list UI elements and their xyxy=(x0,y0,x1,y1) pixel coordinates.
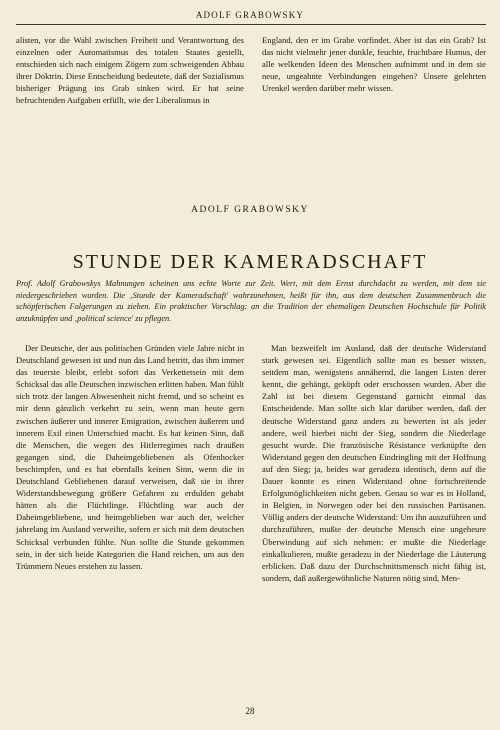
running-head: ADOLF GRABOWSKY xyxy=(195,10,305,20)
previous-article-left-column xyxy=(16,34,244,107)
article-left-text: Der Deutsche, der aus politischen Gründen viele Jahre nicht in Deutschland gewesen ist und nun das Land betritt, das ihm immer das teuerste bleibt, erlebt sofort das Verkettetsein mit dem Schicksal das alle Deutschen inzwischen erlitten haben. Man fühlt sich trotz der langen Abwesenheit nicht fremd, und so scheint es mir denn gänzlich verkehrt zu sein, wenn man heute gern zwischen äußerer und innerer Emigration, zwischen äußerem und innerem Exil einen Unterschied macht. Es hat keinen Sinn, daß die Menschen, die wegen des Hitlerregimes nach draußen gegangen sind, die Daheimgebliebenen als Ofenhocker beschimpfen, und es hat ebenfalls keinen Sinn, wenn die in Deutschland Gebliebenen darauf verweisen, daß sie in ihrer Widerstandsbewegung größere Gefahren zu erdulden gehabt hätten als die Flüchtlinge. Flüchtling war auch der Daheimgebliebene, und heimgeblieben war auch der, welcher jahrelang im Ausland verweilte, sofern er sich mit dem deutschen Schicksal verbunden fühlte. Nun sollte die Stunde gekommen sein, in der sich beide Kategorien die Hand reichen, um aus den Trümmern Neues erstehen zu lassen. xyxy=(16,343,244,571)
previous-article-left-text: alisten, vor die Wahl zwischen Freiheit und Verantwortung des einzelnen oder Automatismus des totalen Staates gestellt, entschieden sich nach einigem Zögern zum schweigenden Abbau ihrer Doktrin. Diese Entscheidung bedeutete, daß der Sozialismus bisheriger Prägung ins Grab sinken wird. Er hat seine befruchtenden Aufgaben erfüllt, wie der Liberalismus in xyxy=(16,35,244,106)
article-left-column xyxy=(16,342,244,572)
article-intro: Prof. Adolf Grabowskys Mahnungen scheinen uns echte Worte zur Zeit. Wert, mit dem Ernst durchdacht zu werden, mit dem sie niedergeschrieben wurden. Die ‚Stunde der Kameradschaft' wahrzunehmen, heißt für ihn, aus dem deutschen Zusammenbruch die schöpferischen Folgerungen zu ziehen. Ein praktischer Vorschlag: an die Tradition der ehemaligen Deutschen Hochschule für Politik anzuknüpfen und ‚political science' zu pflegen. xyxy=(16,279,486,324)
header-rule xyxy=(16,24,486,25)
previous-article-right-column xyxy=(262,34,486,94)
article-right-column xyxy=(262,342,486,584)
article-right-text: Man bezweifelt im Ausland, daß der deutsche Widerstand stark gewesen sei. Eigentlich sollte man es besser wissen, seitdem man, wenigstens annähernd, die langen Listen derer kennt, die gehängt, geköpft oder erschossen wurden. Aber die Zahl ist bei diesem Gegenstand garnicht einmal das Entscheidende. Man sollte sich klar darüber werden, daß der deutsche Widerstand ganz anders zu bewerten ist als jeder andere, weil hierbei nicht der Sieg, sondern die Niederlage gesucht wurde. Die französische Résistance verknüpfte den Widerstand gegen den deutschen Eindringling mit der Hoffnung auf den Sieg; ja, beides war geradezu identisch, denn auf die Dauer konnte es einen Widerstand ohne fortschreitende Erfolgsmöglichkeiten nicht geben. Genau so war es in Holland, in Belgien, in Norwegen oder bei den russischen Partisanen. Völlig anders der deutsche Widerstand: Um ihn auszuführen und durchzuführen, mußte der deutsche Mensch eine ungeheure Überwindung auf sich nehmen: er mußte die Niederlage einkalkulieren, mußte geradezu in der Niederlage die Läuterung erblicken. Daß dazu der Durchschnittsmensch nicht fähig ist, sondern, daß außergewöhnliche Naturen nötig sind, Men- xyxy=(262,343,486,583)
page-number: 28 xyxy=(245,706,255,716)
article-author: ADOLF GRABOWSKY xyxy=(191,205,309,215)
previous-article-right-text: England, den er im Grabe vorfindet. Aber ist das ein Grab? Ist das nicht vielmehr jener dunkle, feuchte, fruchtbare Humus, der alle welkenden Ideen des Menschen aufnimmt und in dem sie neue, ungeahnte Verbindungen eingehen? Unsere gelehrten Urenkel werden darüber mehr wissen. xyxy=(262,35,486,94)
article-title: STUNDE DER KAMERADSCHAFT xyxy=(72,251,428,274)
